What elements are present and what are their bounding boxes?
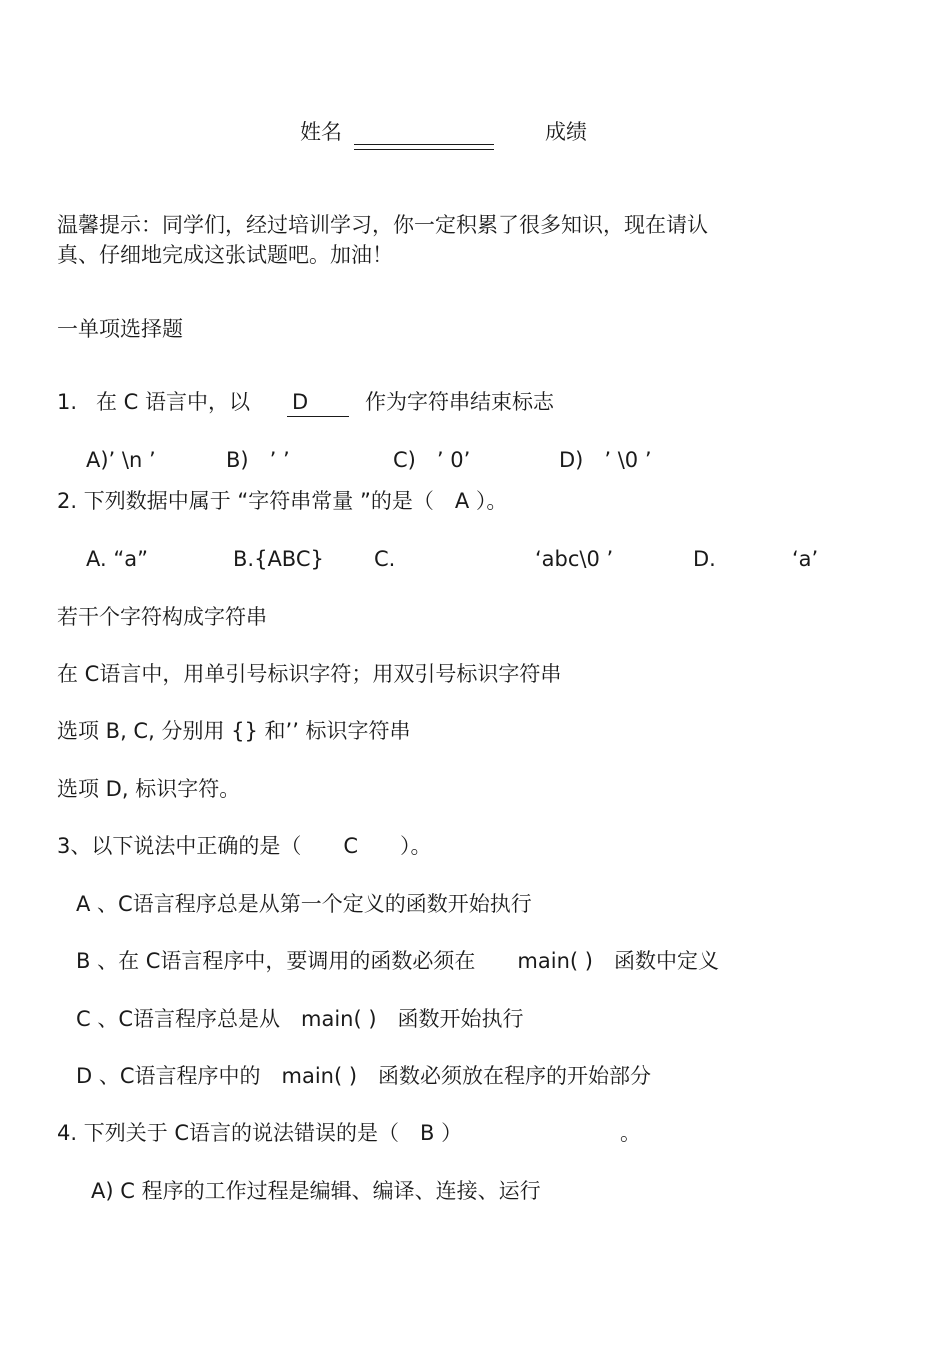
name-input-line[interactable] [354, 144, 494, 150]
q2-note-2: 在 C语言中，用单引号标识字符；用双引号标识字符串 [57, 662, 562, 686]
tip-line-2: 真、仔细地完成这张试题吧。加油！ [57, 243, 393, 267]
q3-stem: 3、以下说法中正确的是（ C ）。 [57, 834, 432, 858]
q2-option-b: B.{ABC} [233, 547, 324, 571]
section-title: 一单项选择题 [57, 317, 183, 341]
q2-note-4: 选项 D, 标识字符。 [57, 777, 241, 801]
q1-text-after: 作为字符串结束标志 [365, 390, 554, 414]
q2-option-c-value: ‘abc\0 ’ [535, 547, 614, 571]
q2-option-d-label: D. [693, 547, 716, 571]
q3-option-a: A 、C语言程序总是从第一个定义的函数开始执行 [76, 892, 532, 916]
tip-line-1: 温馨提示：同学们，经过培训学习，你一定积累了很多知识，现在请认 [57, 213, 708, 237]
q1-text-before: 在 C 语言中，以 [96, 390, 251, 414]
q2-stem: 2. 下列数据中属于 “字符串常量 ”的是（ A ）。 [57, 489, 508, 513]
q3-option-c: C 、C语言程序总是从 main( ) 函数开始执行 [76, 1007, 524, 1031]
q1-option-b: B) ’ ’ [226, 448, 290, 472]
q4-option-a: A) C 程序的工作过程是编辑、编译、连接、运行 [91, 1179, 541, 1203]
q2-note-3: 选项 B, C, 分别用 {} 和’’ 标识字符串 [57, 719, 411, 743]
q1-number: 1. [57, 390, 78, 414]
q2-option-d-value: ‘a’ [792, 547, 819, 571]
q3-option-d: D 、C语言程序中的 main( ) 函数必须放在程序的开始部分 [76, 1064, 652, 1088]
q1-option-a: A)’ \n ’ [86, 448, 156, 472]
q2-option-c-label: C. [374, 547, 396, 571]
q3-option-b: B 、在 C语言程序中，要调用的函数必须在 main( ) 函数中定义 [76, 949, 719, 973]
name-label: 姓名 [300, 120, 342, 144]
score-label: 成绩 [545, 120, 587, 144]
q1-answer-underline [287, 416, 349, 417]
q2-note-1: 若干个字符构成字符串 [57, 605, 267, 629]
q2-option-a: A. “a” [86, 547, 148, 571]
q1-option-c: C) ’ 0’ [393, 448, 471, 472]
q4-stem-end: 。 [620, 1121, 641, 1145]
q1-answer: D [292, 390, 309, 414]
q4-stem: 4. 下列关于 C语言的说法错误的是（ B ） [57, 1121, 463, 1145]
q1-option-d: D) ’ \0 ’ [559, 448, 652, 472]
